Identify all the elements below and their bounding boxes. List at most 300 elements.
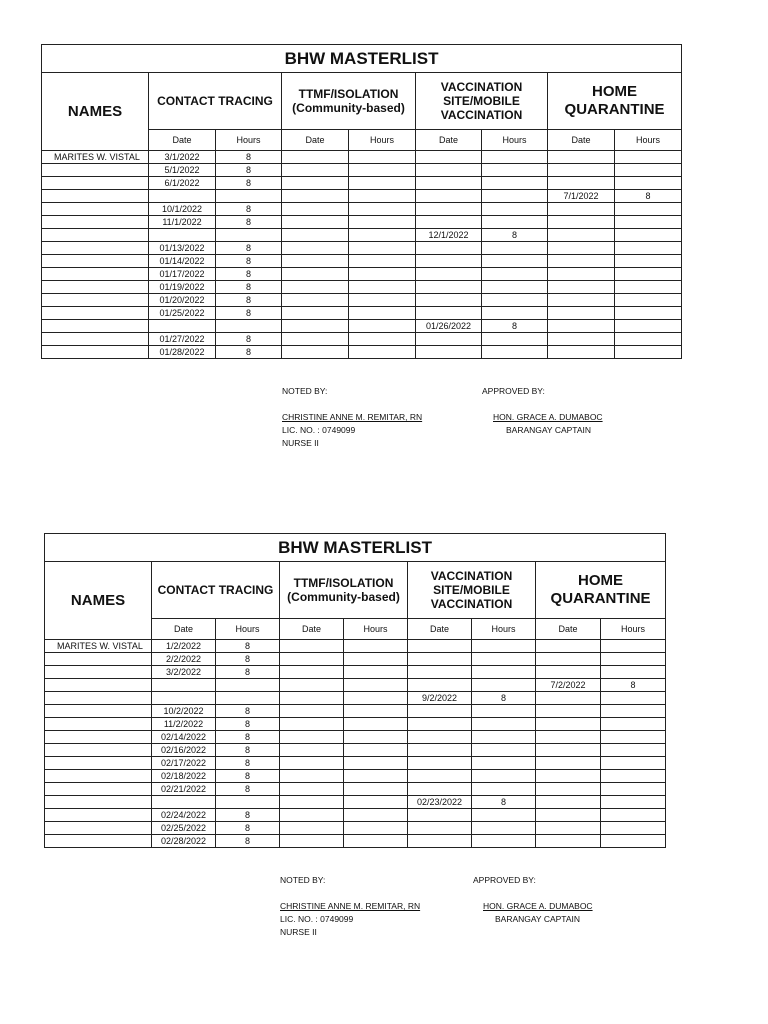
names-header: NAMES — [45, 562, 152, 640]
home-quarantine-hours-cell: 8 — [615, 190, 682, 203]
table-row — [42, 268, 682, 281]
name-cell — [45, 809, 152, 822]
ttmf-hours-cell — [344, 796, 408, 809]
ttmf-date-cell — [280, 809, 344, 822]
ttmf-header-line: TTMF/ISOLATION — [298, 87, 399, 101]
vaccination-date-cell — [408, 640, 472, 653]
vaccination-date-cell — [416, 164, 482, 177]
vaccination-date-cell — [416, 151, 482, 164]
vaccination-date-cell — [408, 731, 472, 744]
name-cell — [42, 203, 149, 216]
home-quarantine-date-cell — [548, 333, 615, 346]
contact-tracing-hours-cell: 8 — [216, 294, 282, 307]
ttmf-hours-cell — [349, 177, 416, 190]
hours-subheader: Hours — [482, 130, 548, 151]
date-subheader: Date — [408, 619, 472, 640]
ttmf-date-cell — [282, 346, 349, 359]
home-quarantine-date-cell — [536, 809, 601, 822]
contact-tracing-header: CONTACT TRACING — [152, 562, 280, 619]
noted-by-label: NOTED BY: — [282, 386, 328, 396]
contact-tracing-hours-cell: 8 — [216, 757, 280, 770]
hours-subheader: Hours — [344, 619, 408, 640]
home-quarantine-hours-cell — [615, 164, 682, 177]
ttmf-hours-cell — [344, 822, 408, 835]
vaccination-hours-cell — [472, 666, 536, 679]
vaccination-hours-cell — [482, 346, 548, 359]
home-quarantine-date-cell — [536, 783, 601, 796]
ttmf-date-cell — [282, 190, 349, 203]
vaccination-hours-cell: 8 — [472, 692, 536, 705]
vaccination-date-cell — [416, 294, 482, 307]
home-quarantine-date-cell — [548, 164, 615, 177]
contact-tracing-hours-cell: 8 — [216, 242, 282, 255]
home-quarantine-date-cell: 7/2/2022 — [536, 679, 601, 692]
home-quarantine-date-cell — [536, 757, 601, 770]
table-row — [42, 346, 682, 359]
vaccination-date-cell — [416, 216, 482, 229]
table-row — [45, 835, 666, 848]
contact-tracing-date-cell: 01/19/2022 — [149, 281, 216, 294]
contact-tracing-hours-cell: 8 — [216, 177, 282, 190]
date-subheader: Date — [149, 130, 216, 151]
name-cell — [45, 653, 152, 666]
ttmf-date-cell — [280, 822, 344, 835]
vaccination-header-line: SITE/MOBILE — [443, 94, 520, 108]
ttmf-hours-cell — [344, 679, 408, 692]
home-quarantine-hours-cell — [601, 835, 666, 848]
ttmf-date-cell — [280, 653, 344, 666]
contact-tracing-hours-cell: 8 — [216, 705, 280, 718]
ttmf-hours-cell — [344, 770, 408, 783]
ttmf-hours-cell — [344, 692, 408, 705]
hours-subheader: Hours — [216, 619, 280, 640]
home-quarantine-date-cell — [536, 640, 601, 653]
ttmf-date-cell — [282, 229, 349, 242]
table-row — [45, 796, 666, 809]
masterlist-sheet-1 — [41, 44, 682, 359]
vaccination-hours-cell — [472, 783, 536, 796]
ttmf-date-cell — [282, 281, 349, 294]
vaccination-date-cell — [416, 190, 482, 203]
contact-tracing-date-cell: 02/16/2022 — [152, 744, 216, 757]
ttmf-hours-cell — [349, 307, 416, 320]
contact-tracing-date-cell: 01/14/2022 — [149, 255, 216, 268]
ttmf-date-cell — [280, 666, 344, 679]
home-quarantine-date-cell — [536, 705, 601, 718]
home-quarantine-date-cell — [536, 692, 601, 705]
home-quarantine-hours-cell: 8 — [601, 679, 666, 692]
ttmf-hours-cell — [349, 268, 416, 281]
vaccination-hours-cell: 8 — [472, 796, 536, 809]
table-row — [42, 320, 682, 333]
ttmf-date-cell — [282, 294, 349, 307]
name-cell — [45, 679, 152, 692]
contact-tracing-date-cell: 3/1/2022 — [149, 151, 216, 164]
vaccination-hours-cell — [482, 333, 548, 346]
approved-by-block-1 — [482, 385, 603, 437]
ttmf-hours-cell — [349, 229, 416, 242]
name-cell — [45, 770, 152, 783]
vaccination-date-cell: 12/1/2022 — [416, 229, 482, 242]
contact-tracing-date-cell: 10/1/2022 — [149, 203, 216, 216]
contact-tracing-hours-cell — [216, 692, 280, 705]
table-row — [42, 229, 682, 242]
vaccination-date-cell: 9/2/2022 — [408, 692, 472, 705]
name-cell — [42, 164, 149, 177]
vaccination-hours-cell: 8 — [482, 229, 548, 242]
home-quarantine-date-cell — [536, 770, 601, 783]
vaccination-date-cell — [416, 255, 482, 268]
ttmf-date-cell — [282, 177, 349, 190]
vaccination-hours-cell — [472, 653, 536, 666]
name-cell — [42, 281, 149, 294]
home-quarantine-header — [548, 73, 682, 130]
name-cell — [45, 835, 152, 848]
name-cell — [42, 242, 149, 255]
contact-tracing-hours-cell — [216, 796, 280, 809]
ttmf-hours-cell — [344, 835, 408, 848]
home-quarantine-hours-cell — [615, 151, 682, 164]
date-subheader: Date — [282, 130, 349, 151]
home-quarantine-hours-cell — [615, 333, 682, 346]
vaccination-header — [416, 73, 548, 130]
noted-by-label: NOTED BY: — [280, 875, 326, 885]
ttmf-date-cell — [282, 242, 349, 255]
contact-tracing-hours-cell: 8 — [216, 731, 280, 744]
table-row — [45, 653, 666, 666]
table-row — [42, 281, 682, 294]
ttmf-isolation-header — [282, 73, 416, 130]
vaccination-date-cell — [408, 809, 472, 822]
date-subheader: Date — [280, 619, 344, 640]
home-quarantine-header — [536, 562, 666, 619]
home-quarantine-hours-cell — [615, 281, 682, 294]
vaccination-hours-cell — [472, 822, 536, 835]
vaccination-header-line: VACCINATION — [440, 80, 523, 94]
home-quarantine-hours-cell — [601, 809, 666, 822]
home-quarantine-hours-cell — [615, 229, 682, 242]
ttmf-date-cell — [280, 770, 344, 783]
ttmf-date-cell — [282, 320, 349, 333]
ttmf-header-line: (Community-based) — [287, 590, 400, 604]
vaccination-date-cell — [408, 653, 472, 666]
ttmf-date-cell — [280, 796, 344, 809]
name-cell — [45, 692, 152, 705]
contact-tracing-hours-cell: 8 — [216, 744, 280, 757]
home-quarantine-date-cell — [536, 718, 601, 731]
ttmf-date-cell — [280, 692, 344, 705]
name-cell — [42, 190, 149, 203]
vaccination-date-cell — [416, 242, 482, 255]
home-quarantine-date-cell — [548, 346, 615, 359]
ttmf-hours-cell — [344, 653, 408, 666]
vaccination-hours-cell — [482, 190, 548, 203]
table-row — [42, 216, 682, 229]
ttmf-hours-cell — [349, 164, 416, 177]
contact-tracing-hours-cell: 8 — [216, 307, 282, 320]
table-row — [45, 666, 666, 679]
contact-tracing-date-cell: 02/17/2022 — [152, 757, 216, 770]
ttmf-hours-cell — [349, 151, 416, 164]
approved-by-block-2 — [473, 874, 593, 926]
ttmf-date-cell — [282, 164, 349, 177]
ttmf-hours-cell — [344, 640, 408, 653]
contact-tracing-hours-cell: 8 — [216, 718, 280, 731]
noted-by-block-1 — [282, 385, 422, 450]
home-quarantine-date-cell — [536, 835, 601, 848]
table-row — [45, 705, 666, 718]
home-quarantine-hours-cell — [615, 203, 682, 216]
name-cell — [42, 307, 149, 320]
name-cell — [42, 333, 149, 346]
ttmf-hours-cell — [344, 666, 408, 679]
home-quarantine-header-line: QUARANTINE — [564, 101, 665, 118]
contact-tracing-hours-cell — [216, 190, 282, 203]
vaccination-hours-cell — [482, 164, 548, 177]
home-quarantine-date-cell — [548, 229, 615, 242]
noted-by-position: NURSE II — [282, 438, 319, 448]
vaccination-date-cell — [408, 705, 472, 718]
home-quarantine-hours-cell — [615, 320, 682, 333]
ttmf-hours-cell — [349, 294, 416, 307]
table-row — [42, 151, 682, 164]
contact-tracing-date-cell: 02/21/2022 — [152, 783, 216, 796]
ttmf-hours-cell — [344, 731, 408, 744]
ttmf-hours-cell — [349, 346, 416, 359]
vaccination-date-cell — [408, 757, 472, 770]
home-quarantine-date-cell — [548, 268, 615, 281]
table-row — [42, 177, 682, 190]
home-quarantine-date-cell — [548, 216, 615, 229]
home-quarantine-hours-cell — [615, 242, 682, 255]
table-row — [42, 255, 682, 268]
vaccination-date-cell — [408, 666, 472, 679]
table-row — [45, 822, 666, 835]
masterlist-table-2 — [44, 533, 666, 848]
date-subheader: Date — [152, 619, 216, 640]
table-row — [42, 307, 682, 320]
contact-tracing-date-cell: 01/17/2022 — [149, 268, 216, 281]
vaccination-header — [408, 562, 536, 619]
approved-by-name: HON. GRACE A. DUMABOC — [493, 412, 603, 422]
vaccination-date-cell: 02/23/2022 — [408, 796, 472, 809]
vaccination-hours-cell — [472, 744, 536, 757]
name-cell — [45, 796, 152, 809]
vaccination-date-cell — [408, 822, 472, 835]
table-row — [45, 679, 666, 692]
vaccination-hours-cell — [482, 242, 548, 255]
name-cell — [42, 177, 149, 190]
home-quarantine-date-cell — [548, 177, 615, 190]
ttmf-header-line: (Community-based) — [292, 101, 405, 115]
table-row — [42, 203, 682, 216]
home-quarantine-date-cell: 7/1/2022 — [548, 190, 615, 203]
home-quarantine-header-line: QUARANTINE — [550, 590, 651, 607]
vaccination-hours-cell — [472, 718, 536, 731]
approved-by-position: BARANGAY CAPTAIN — [506, 425, 592, 435]
hours-subheader: Hours — [472, 619, 536, 640]
ttmf-hours-cell — [344, 744, 408, 757]
vaccination-hours-cell — [472, 757, 536, 770]
home-quarantine-hours-cell — [601, 757, 666, 770]
noted-by-name: CHRISTINE ANNE M. REMITAR, RN — [282, 412, 423, 422]
name-cell — [45, 666, 152, 679]
vaccination-header-line: VACCINATION — [440, 108, 523, 122]
table-row — [45, 744, 666, 757]
home-quarantine-hours-cell — [601, 640, 666, 653]
contact-tracing-date-cell: 01/25/2022 — [149, 307, 216, 320]
name-cell — [45, 705, 152, 718]
home-quarantine-hours-cell — [601, 770, 666, 783]
vaccination-hours-cell — [472, 770, 536, 783]
table-row — [45, 718, 666, 731]
date-subheader: Date — [536, 619, 601, 640]
vaccination-date-cell — [408, 744, 472, 757]
hours-subheader: Hours — [349, 130, 416, 151]
contact-tracing-date-cell: 01/13/2022 — [149, 242, 216, 255]
contact-tracing-date-cell: 3/2/2022 — [152, 666, 216, 679]
ttmf-date-cell — [280, 744, 344, 757]
vaccination-date-cell — [416, 307, 482, 320]
vaccination-hours-cell — [482, 268, 548, 281]
vaccination-date-cell — [416, 203, 482, 216]
table-row — [45, 783, 666, 796]
table-title: BHW MASTERLIST — [42, 45, 682, 73]
ttmf-date-cell — [280, 679, 344, 692]
home-quarantine-hours-cell — [601, 718, 666, 731]
noted-by-license: LIC. NO. : 0749099 — [282, 425, 356, 435]
contact-tracing-hours-cell: 8 — [216, 216, 282, 229]
table-row — [45, 809, 666, 822]
vaccination-hours-cell: 8 — [482, 320, 548, 333]
table-row — [42, 164, 682, 177]
ttmf-hours-cell — [349, 203, 416, 216]
table-row — [42, 294, 682, 307]
ttmf-date-cell — [282, 268, 349, 281]
home-quarantine-hours-cell — [615, 294, 682, 307]
ttmf-hours-cell — [349, 242, 416, 255]
vaccination-hours-cell — [482, 255, 548, 268]
contact-tracing-date-cell: 02/18/2022 — [152, 770, 216, 783]
contact-tracing-date-cell: 02/14/2022 — [152, 731, 216, 744]
contact-tracing-date-cell: 01/20/2022 — [149, 294, 216, 307]
contact-tracing-date-cell — [149, 320, 216, 333]
vaccination-hours-cell — [482, 216, 548, 229]
noted-by-block-2 — [280, 874, 420, 939]
name-cell: MARITES W. VISTAL — [45, 640, 152, 653]
vaccination-hours-cell — [482, 203, 548, 216]
name-cell — [42, 268, 149, 281]
home-quarantine-hours-cell — [615, 216, 682, 229]
contact-tracing-hours-cell: 8 — [216, 346, 282, 359]
contact-tracing-date-cell: 01/27/2022 — [149, 333, 216, 346]
name-cell — [42, 229, 149, 242]
name-cell: MARITES W. VISTAL — [42, 151, 149, 164]
contact-tracing-date-cell — [152, 679, 216, 692]
ttmf-hours-cell — [344, 705, 408, 718]
home-quarantine-hours-cell — [615, 346, 682, 359]
contact-tracing-hours-cell: 8 — [216, 809, 280, 822]
ttmf-hours-cell — [349, 255, 416, 268]
vaccination-date-cell — [416, 268, 482, 281]
vaccination-header-line: VACCINATION — [430, 569, 513, 583]
contact-tracing-hours-cell: 8 — [216, 268, 282, 281]
contact-tracing-hours-cell: 8 — [216, 770, 280, 783]
contact-tracing-date-cell: 02/28/2022 — [152, 835, 216, 848]
vaccination-header-line: VACCINATION — [430, 597, 513, 611]
home-quarantine-hours-cell — [601, 744, 666, 757]
ttmf-hours-cell — [344, 718, 408, 731]
noted-by-license: LIC. NO. : 0749099 — [280, 914, 354, 924]
home-quarantine-hours-cell — [615, 307, 682, 320]
ttmf-date-cell — [280, 705, 344, 718]
approved-by-label: APPROVED BY: — [482, 386, 545, 396]
contact-tracing-date-cell: 10/2/2022 — [152, 705, 216, 718]
ttmf-hours-cell — [349, 216, 416, 229]
vaccination-date-cell — [408, 835, 472, 848]
home-quarantine-hours-cell — [601, 783, 666, 796]
approved-by-label: APPROVED BY: — [473, 875, 536, 885]
contact-tracing-date-cell: 01/28/2022 — [149, 346, 216, 359]
ttmf-isolation-header — [280, 562, 408, 619]
contact-tracing-date-cell: 02/25/2022 — [152, 822, 216, 835]
home-quarantine-date-cell — [536, 822, 601, 835]
vaccination-header-line: SITE/MOBILE — [433, 583, 510, 597]
vaccination-date-cell — [408, 718, 472, 731]
noted-by-name: CHRISTINE ANNE M. REMITAR, RN — [280, 901, 421, 911]
home-quarantine-hours-cell — [601, 822, 666, 835]
contact-tracing-date-cell — [149, 190, 216, 203]
contact-tracing-date-cell: 1/2/2022 — [152, 640, 216, 653]
approved-by-name: HON. GRACE A. DUMABOC — [483, 901, 593, 911]
ttmf-date-cell — [280, 640, 344, 653]
table-row — [42, 190, 682, 203]
name-cell — [42, 216, 149, 229]
ttmf-hours-cell — [349, 281, 416, 294]
vaccination-date-cell — [416, 346, 482, 359]
ttmf-hours-cell — [349, 320, 416, 333]
name-cell — [42, 255, 149, 268]
contact-tracing-hours-cell — [216, 320, 282, 333]
vaccination-hours-cell — [472, 809, 536, 822]
vaccination-hours-cell — [482, 281, 548, 294]
vaccination-date-cell — [416, 281, 482, 294]
contact-tracing-hours-cell: 8 — [216, 640, 280, 653]
vaccination-hours-cell — [482, 177, 548, 190]
contact-tracing-header: CONTACT TRACING — [149, 73, 282, 130]
contact-tracing-hours-cell: 8 — [216, 203, 282, 216]
home-quarantine-date-cell — [548, 281, 615, 294]
name-cell — [45, 822, 152, 835]
contact-tracing-hours-cell — [216, 679, 280, 692]
table-row — [45, 757, 666, 770]
table-row — [42, 242, 682, 255]
hours-subheader: Hours — [615, 130, 682, 151]
hours-subheader: Hours — [216, 130, 282, 151]
home-quarantine-date-cell — [548, 151, 615, 164]
masterlist-table-1 — [41, 44, 682, 359]
vaccination-date-cell — [408, 783, 472, 796]
contact-tracing-date-cell — [152, 692, 216, 705]
home-quarantine-date-cell — [548, 242, 615, 255]
contact-tracing-hours-cell: 8 — [216, 835, 280, 848]
ttmf-date-cell — [280, 783, 344, 796]
vaccination-hours-cell — [472, 835, 536, 848]
home-quarantine-header-line: HOME — [592, 83, 638, 100]
contact-tracing-hours-cell — [216, 229, 282, 242]
vaccination-date-cell — [408, 770, 472, 783]
contact-tracing-hours-cell: 8 — [216, 255, 282, 268]
